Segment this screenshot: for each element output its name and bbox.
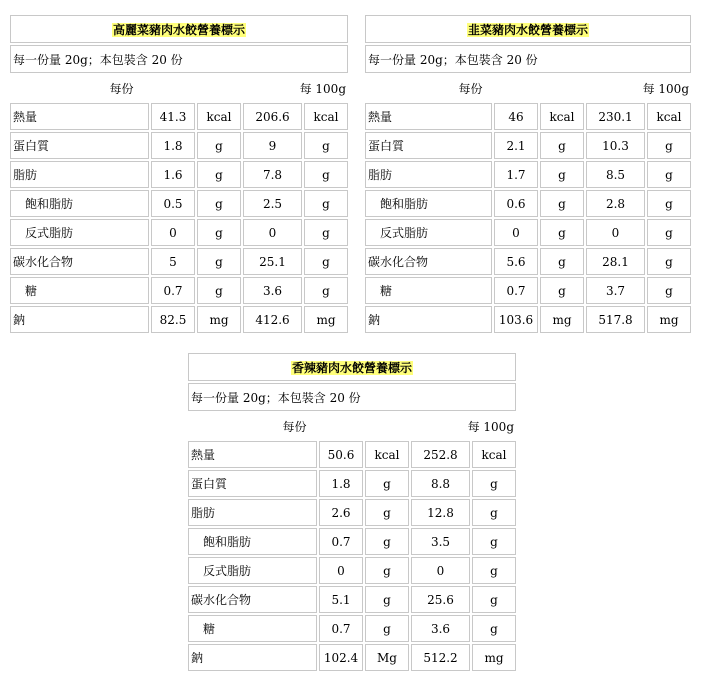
- per-serving-unit: g: [365, 586, 409, 613]
- nutrient-name: 脂肪: [365, 161, 492, 188]
- per-serving-unit: g: [365, 615, 409, 642]
- serving-info: 每一份量 20g；本包裝含 20 份: [10, 45, 348, 73]
- nutrient-row: [188, 644, 516, 671]
- per-serving-unit: g: [365, 528, 409, 555]
- per-serving-unit: g: [197, 132, 241, 159]
- nutrient-row: [365, 219, 691, 246]
- serving-info-row: [188, 383, 516, 411]
- per-100g-value: 10.3: [586, 132, 645, 159]
- per-100g-value: 3.5: [411, 528, 470, 555]
- per-serving-unit: g: [197, 277, 241, 304]
- nutrient-name: 鈉: [365, 306, 492, 333]
- per-100g-value: 230.1: [586, 103, 645, 130]
- nutrient-name: 熱量: [188, 441, 317, 468]
- per-100g-unit: g: [472, 557, 516, 584]
- nutrient-row: [365, 161, 691, 188]
- per-serving-unit: g: [540, 132, 584, 159]
- nutrition-table: [186, 351, 518, 673]
- nutrient-name: 碳水化合物: [365, 248, 492, 275]
- per-serving-header: 每份: [282, 419, 307, 434]
- nutrient-name: 糖: [188, 615, 317, 642]
- label-title-row: [365, 15, 691, 43]
- nutrient-name: 熱量: [365, 103, 492, 130]
- nutrient-name: 蛋白質: [365, 132, 492, 159]
- per-100g-value: 2.5: [243, 190, 302, 217]
- nutrient-row: [188, 586, 516, 613]
- nutrient-row: [188, 528, 516, 555]
- per-100g-unit: mg: [304, 306, 348, 333]
- per-100g-unit: g: [647, 161, 691, 188]
- per-100g-value: 412.6: [243, 306, 302, 333]
- nutrient-name: 鈉: [10, 306, 149, 333]
- per-100g-value: 12.8: [411, 499, 470, 526]
- per-100g-unit: mg: [472, 644, 516, 671]
- per-serving-value: 41.3: [151, 103, 195, 130]
- per-serving-value: 82.5: [151, 306, 195, 333]
- per-100g-value: 28.1: [586, 248, 645, 275]
- serving-info: 每一份量 20g；本包裝含 20 份: [365, 45, 691, 73]
- per-100g-unit: g: [304, 248, 348, 275]
- label-title: 韭菜豬肉水餃營養標示: [467, 22, 588, 37]
- per-100g-unit: kcal: [304, 103, 348, 130]
- column-header-row: [10, 75, 348, 101]
- per-100g-value: 25.6: [411, 586, 470, 613]
- per-serving-unit: g: [540, 219, 584, 246]
- nutrient-row: [365, 248, 691, 275]
- per-100g-unit: g: [647, 219, 691, 246]
- per-serving-unit: g: [197, 190, 241, 217]
- per-serving-unit: g: [197, 219, 241, 246]
- per-serving-value: 5.1: [319, 586, 363, 613]
- per-serving-value: 46: [494, 103, 538, 130]
- per-serving-value: 1.6: [151, 161, 195, 188]
- per-100g-value: 0: [243, 219, 302, 246]
- per-100g-value: 3.7: [586, 277, 645, 304]
- label-title-row: [10, 15, 348, 43]
- per-serving-value: 2.6: [319, 499, 363, 526]
- per-serving-value: 0.7: [319, 615, 363, 642]
- per-serving-value: 5.6: [494, 248, 538, 275]
- per-100g-unit: g: [304, 161, 348, 188]
- nutrient-row: [10, 132, 348, 159]
- per-100g-header: 每 100g: [467, 419, 514, 434]
- serving-info: 每一份量 20g；本包裝含 20 份: [188, 383, 516, 411]
- nutrient-row: [10, 103, 348, 130]
- per-100g-unit: g: [647, 132, 691, 159]
- nutrient-row: [188, 441, 516, 468]
- nutrient-row: [188, 615, 516, 642]
- nutrient-name: 糖: [365, 277, 492, 304]
- per-serving-value: 0.7: [494, 277, 538, 304]
- nutrient-name: 反式脂肪: [188, 557, 317, 584]
- per-100g-unit: g: [472, 586, 516, 613]
- per-100g-value: 3.6: [411, 615, 470, 642]
- nutrient-name: 糖: [10, 277, 149, 304]
- per-100g-unit: kcal: [647, 103, 691, 130]
- per-serving-unit: g: [540, 190, 584, 217]
- per-serving-unit: kcal: [540, 103, 584, 130]
- column-header-row: [188, 413, 516, 439]
- nutrient-row: [365, 277, 691, 304]
- per-100g-value: 25.1: [243, 248, 302, 275]
- per-100g-value: 2.8: [586, 190, 645, 217]
- nutrient-row: [10, 219, 348, 246]
- per-100g-value: 7.8: [243, 161, 302, 188]
- per-serving-value: 0: [494, 219, 538, 246]
- per-100g-value: 0: [411, 557, 470, 584]
- per-100g-unit: g: [304, 277, 348, 304]
- nutrient-name: 飽和脂肪: [10, 190, 149, 217]
- per-serving-unit: g: [540, 248, 584, 275]
- per-100g-unit: g: [472, 615, 516, 642]
- per-100g-value: 9: [243, 132, 302, 159]
- nutrient-row: [10, 161, 348, 188]
- per-100g-value: 517.8: [586, 306, 645, 333]
- label-title-row: [188, 353, 516, 381]
- nutrient-row: [188, 470, 516, 497]
- column-header-row: [365, 75, 691, 101]
- per-100g-value: 8.8: [411, 470, 470, 497]
- per-serving-value: 0.6: [494, 190, 538, 217]
- per-serving-value: 1.8: [319, 470, 363, 497]
- per-serving-value: 0.5: [151, 190, 195, 217]
- per-100g-unit: g: [647, 277, 691, 304]
- per-serving-value: 0: [151, 219, 195, 246]
- per-serving-unit: mg: [540, 306, 584, 333]
- serving-info-row: [365, 45, 691, 73]
- label-title: 高麗菜豬肉水餃營養標示: [112, 22, 245, 37]
- per-serving-unit: g: [197, 161, 241, 188]
- nutrient-row: [365, 306, 691, 333]
- label-title: 香辣豬肉水餃營養標示: [291, 360, 412, 375]
- per-serving-unit: g: [540, 277, 584, 304]
- per-100g-unit: kcal: [472, 441, 516, 468]
- nutrient-name: 反式脂肪: [365, 219, 492, 246]
- nutrient-name: 碳水化合物: [188, 586, 317, 613]
- nutrition-table: [8, 13, 350, 335]
- nutrient-row: [10, 306, 348, 333]
- nutrient-name: 飽和脂肪: [365, 190, 492, 217]
- per-100g-header: 每 100g: [299, 81, 346, 96]
- nutrient-name: 鈉: [188, 644, 317, 671]
- per-100g-unit: g: [304, 219, 348, 246]
- nutrient-row: [365, 190, 691, 217]
- nutrient-row: [188, 557, 516, 584]
- nutrient-name: 蛋白質: [10, 132, 149, 159]
- per-serving-value: 0.7: [319, 528, 363, 555]
- per-100g-unit: g: [647, 248, 691, 275]
- nutrient-name: 飽和脂肪: [188, 528, 317, 555]
- nutrient-name: 脂肪: [188, 499, 317, 526]
- per-100g-unit: g: [304, 190, 348, 217]
- per-serving-header: 每份: [109, 81, 134, 96]
- nutrient-name: 熱量: [10, 103, 149, 130]
- per-100g-unit: g: [472, 470, 516, 497]
- nutrient-name: 蛋白質: [188, 470, 317, 497]
- per-serving-value: 103.6: [494, 306, 538, 333]
- nutrient-name: 脂肪: [10, 161, 149, 188]
- per-serving-unit: g: [365, 470, 409, 497]
- per-serving-value: 1.8: [151, 132, 195, 159]
- per-100g-unit: g: [647, 190, 691, 217]
- nutrition-table: [363, 13, 693, 335]
- per-serving-value: 2.1: [494, 132, 538, 159]
- per-serving-value: 102.4: [319, 644, 363, 671]
- per-100g-value: 8.5: [586, 161, 645, 188]
- nutrient-row: [365, 132, 691, 159]
- per-serving-unit: g: [540, 161, 584, 188]
- per-serving-value: 1.7: [494, 161, 538, 188]
- nutrient-row: [365, 103, 691, 130]
- nutrient-name: 碳水化合物: [10, 248, 149, 275]
- nutrient-row: [10, 248, 348, 275]
- serving-info-row: [10, 45, 348, 73]
- per-100g-value: 3.6: [243, 277, 302, 304]
- per-serving-value: 0.7: [151, 277, 195, 304]
- per-serving-unit: mg: [197, 306, 241, 333]
- per-100g-header: 每 100g: [642, 81, 689, 96]
- per-serving-value: 5: [151, 248, 195, 275]
- nutrient-row: [188, 499, 516, 526]
- per-serving-unit: kcal: [197, 103, 241, 130]
- nutrition-label-spicy: [186, 351, 518, 673]
- per-100g-unit: g: [472, 499, 516, 526]
- nutrient-row: [10, 277, 348, 304]
- per-serving-value: 0: [319, 557, 363, 584]
- per-100g-value: 512.2: [411, 644, 470, 671]
- per-100g-value: 252.8: [411, 441, 470, 468]
- nutrition-label-chive: [363, 13, 693, 335]
- nutrient-row: [10, 190, 348, 217]
- per-serving-unit: g: [365, 499, 409, 526]
- per-serving-header: 每份: [458, 81, 483, 96]
- per-100g-unit: g: [472, 528, 516, 555]
- per-serving-value: 50.6: [319, 441, 363, 468]
- per-serving-unit: kcal: [365, 441, 409, 468]
- per-serving-unit: g: [365, 557, 409, 584]
- per-100g-value: 0: [586, 219, 645, 246]
- nutrition-label-cabbage: [8, 13, 350, 335]
- per-serving-unit: Mg: [365, 644, 409, 671]
- per-100g-value: 206.6: [243, 103, 302, 130]
- per-serving-unit: g: [197, 248, 241, 275]
- per-100g-unit: g: [304, 132, 348, 159]
- nutrient-name: 反式脂肪: [10, 219, 149, 246]
- per-100g-unit: mg: [647, 306, 691, 333]
